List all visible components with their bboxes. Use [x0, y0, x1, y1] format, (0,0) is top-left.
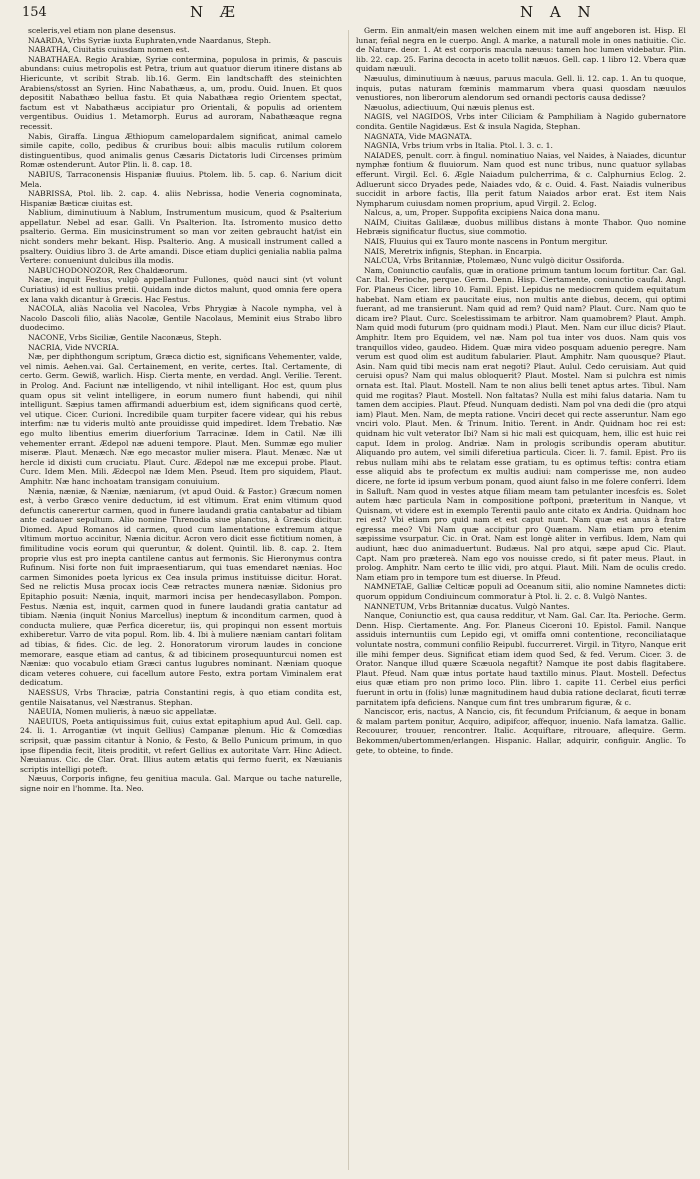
dictionary-entry: NABRISSA, Ptol. lib. 2. cap. 4. aliis Nebrissa, hodie Veneria cognominata, Hispaniæ Bæticæ ciuitas est.: [20, 189, 342, 208]
dictionary-entry: NAARDA, Vrbs Syriæ iuxta Euphraten,vnde Naardanus, Steph.: [28, 35, 271, 45]
dictionary-entry: NANNETUM, Vrbs Britanniæ ducatus. Vulgò Nantes.: [364, 601, 570, 611]
dictionary-entry: NACONE, Vrbs Siciliæ, Gentile Naconæus, Steph.: [28, 333, 222, 342]
dictionary-entry: Nam, Coniunctio caufalis, quæ in oratione primum tantum locum fortitur. Car. Gal. Car. Ital. Perioche, perque. Germ. Denn. Hisp. Ciertamente, coniunctio caufal. Angl. For. Planeus Cicer. libro 10. Famil. Epist. Lepidus ne mediocrem quidem equitatum habebat. Nam etiam ex paucitate eius, non multis ante diebus, decem, qui optimi fuerant, ad me transierunt. Nam quid ad rem? Quid nam? Plaut. Curc. Nam quo te dicam ire? Plaut. Curc. Scelestissimam te arbitror. Nam quamobrem? Plaut. Amph. Nam quid modi futurum (pro quidnam modi.) Plaut. Men. Nam cur illuc dicis? Plaut. Amphitr. Item pro Equidem, vel næ. Nam pol tua inter vos duos. Nam quis vos tranquillos video, gaudeo. Hidem. Quæ mira video posquam aduenio peregre. Nam verum est quod olim est auditum fabularier. Plaut. Amphitr. Nam quousque? Plaut. Asin. Nam quid tibi mecis nam erat negoti? Plaut. Aulul. Cedo ceruisiam. Aut quid ceruisi opus? Nam qui malus obloquerit? Plaut. Mostel. Nam si pulchra est nimis ornata est. Ital. Plaut. Mostell. Nam te non alius belli tenet aptus artes. Tibul. Nam quid me rogitas? Plaut. Mostell. Non faltatas? Nulla est mihi falus dataria. Nam tu tamen dem accipies. Plaut. Pfeud. Nunquam dedisti. Nam pol vna dedi die (pro atqui iam) Plaut. Men. Nam, de mepta ratione. Vnciri decet qui recte asseruntur. Nam ego vnciri volo. Plaut. Men. & Trinum. Initio. Terent. in Andr. Quidnam hoc rei est: quidnam hic vult veterator Ibi? Nam si hic mali est quicquam, hem, illic est huic rei caput. Idem in prolog. Andriæ. Nam in prologis scribundis operam abutitur. Aliquando pro autem, vel simili diferetiua particula. Cicer. li. 7. famil. Epist. Pro iis rebus nullam mihi abs te relatam esse gratiam, tu es optimus teftis: contra etiam esse aliquid abs te profectum ex multis audiui: nam comperisse me, non audeo dicere, ne forte id ipsum verbum ponam, quod aiunt falso in me folere conferri. Idem in Salluft. Nam quod in vestes atque filiam meam tam petulanter incesfcis es. Solet autem hæc particula Nam in compositione poftponi, præteritum in Nanque, vt Quisnam, vt videre est in exemplo Terentii paulo ante citato ex Andria. Quidnam hoc rei est? Vbi etiam pro quid nam et est caput nunt. Nam quæ est anus à fratre egressa meo? Vbi Nam quæ accipitur pro Quænam. Nam etiam pro etenim sæpissime vsurpatur. Cic. in Orat. Nam est longè aliter in verfibus. Idem, Nam qui audiunt, hæc duo animaduertunt. Budæus. Nal pro atqui, sæpe apud Cic. Plaut. Capt. Nam pro prætereà. Nam ego vos nouisse credo, si fit pater meus. Plaut. in prolog. Amphitr. Nam certo te illic vidi, pro atqui. Plaut. Mili. Nam de oculis credo. Nam etiam pro in tempore tum est diuerse. In Pfeud.: [356, 265, 686, 582]
right-running-head: N A N: [520, 3, 597, 21]
dictionary-entry: Næ, per diphthongum scriptum, Græca dictio est, significans Vehementer, valde, vel nimis. Aehen.vai. Gal. Certainement, en verite, certes. Ital. Certamente, di certo. Germ. Gewiß, warlich. Hisp. Cierta mente, en verdad. Angl. Verilie. Terent. in Prolog. And. Faciunt næ intelligendo, vt nihil intelligant. Hoc est, quum plus quam opus sit velint intelligere, in eorum numero fiunt habendi, qui nihil intelligunt. Sæpius tamen affirmandi aduerbium est, idem significans quod certè, vel utique. Cicer. Curioni. Incredibile quam turpiter facere videar, qui his rebus interfim: næ tu videris multò ante prouidisse quid impediret. Idem Trebatio. Næ ego multo libentius emerim diuerforium Tarracinæ. Idem in Catil. Næ illi vehementer errant. Ædepol næ adueni tempore. Plaut. Men. Summæ ego mulier miseræ. Plaut. Menæch. Næ ego mecastor mulier misera. Plaut. Menæc. Næ ut hercle id dixisti cum cruciatu. Plaut. Curc. Ædepol næ me excepui probe. Plaut. Curc. Idem Men. Mili. Ædecpol næ Idem Men. Pseud. Item pro siquidem, Plaut. Amphitr. Næ hanc inchoatam transigam conuiuium.: [20, 352, 342, 486]
dictionary-entry: NACRIA, Vide NVCRIA.: [28, 342, 120, 352]
page-header: [0, 0, 700, 26]
dictionary-entry: NAEUIUS, Poeta antiquissimus fuit, cuius extat epitaphium apud Aul. Gell. cap. 24. li. 1. Arrogantiæ (vt inquit Gellius) Campanæ plenum. Hic & Comœdias scripsit, quæ passim citantur à Nonio, & Festo, & Bello Punicum primum, in quo ipse flipendia fecit, liteis proditit, vt refert Gellius ex autoritate Varr. Hinc Adiect. Næuianus. Cic. de Clar. Orat. Illius autem ætatis qui fermo fuerit, ex Næuianis scriptis intelligi poteft.: [20, 716, 342, 774]
dictionary-entry: NACOLA, aliàs Nacolia vel Nacolea, Vrbs Phrygiæ à Nacole nympha, vel à Nacolo Dascoli filio, aliàs Nacolæ, Gentile Nacolaus, Meminit eius Strabo libro duodecimo.: [20, 304, 342, 333]
dictionary-entry: Germ. Ein anmalt/ein masen welchen einem mit ime auff angeboren ist. Hisp. El lunar, feñal negra en le cuerpo. Angl. A marke, a naturall mole in ones natiuitie. Cic. de Nature. deor. 1. At est corporis macula næuus: tamen hoc lumen videbatur. Plin. lib. 22. cap. 25. Farina decocta in aceto tollit næuos. Gell. cap. 1 libro 12. Vbera quæ quidam næuuli.: [356, 26, 686, 74]
dictionary-entry: Nalcus, a, um, Proper. Suppofita excipiens Naica dona manu.: [364, 208, 600, 218]
dictionary-entry: Næuolus, adiectiuum, Qui næuis plenus est.: [364, 102, 535, 112]
dictionary-entry: NAIS, Fluuius qui ex Tauro monte nascens in Pontum mergitur.: [364, 237, 608, 247]
dictionary-entry: Nanciscor, eris, nactus, A Nancio, cis, fit fecundum Prifcianum, & aeque in bonam & malam partem ponitur, Acquiro, adipifcor, affequor, inuenio. Nafa lamatza. Gallic. Recouurer, trouuer, rencontrer. Italic. Acquiftare, ritrouare, aflequire. Germ. Bekommen/ubertommen/erlangen. Hispanic. Hallar, adquirir, configuir. Anglic. To gete, to obteine, to finde.: [356, 707, 686, 755]
right-column: [356, 26, 686, 1176]
dictionary-entry: Nænia, næniæ, & Næniæ, næniarum, (vt apud Ouid. & Fastor.) Græcum nomen est, à verbo Græco venire deductum, id est vltimum. Erat enim vltimum quod defunctis canerertur carmen, quod in funere laudandi gratia cantabatur ad tibiam ante cadauer sepultum. Alio nomine Threnodia siue planctus, à Græcis dicitur. Diomed. Apud Romanos id carmen, quod cum lamentatione extremum atque vltimum mortuo accinitur, Nænia dicitur. Acron vero dicit esse fictitium nomen, à fimilitudine vocis eorum qui queruntur, & dolent. Quintil. lib. 8. cap. 2. Item proprie vlus est pro inepta cantilene cantus aut fermonis. Sic Hieronymus contra Rufinum. Nisi forte non fuit impraesentiarum, qui tuas emendaret nænias. Hoc carmen Simonides poeta lyricus ex Cea insula primus instituisse dicitur. Horat. Sed ne relictis Musa procax iocis Ceæ retractes munera næniæ. Sidonius pro Epitaphio posuit: Nænia, inquit, marmori incisa per hendecasyllabon. Pompon. Festus. Nænia est, inquit, carmen quod in funere laudandi gratia cantatur ad tibiam. Nænia (inquit Nonius Marcellus) ineptum & inconditum carmen, quod à conducta muliere, quæ Perfica diceretur, iis, qui propinqui non essent mortuis exhiberetur. Varro de vita popul. Rom. lib. 4. Ibi à muliere næniam cantari folitam ad tibias, & fides. Cic. de leg. 2. Honoratorum virorum laudes in concione memorare, easque etiam ad cantus, & ad tibicinem prosequunturcui nomen est Næniæ: quo vocabulo etiam Græci cantus lugubres nominant. Næniam quoque dicam veteres cohuere, cui facellum autore Festo, extra portam Viminalem erat dedicatum.: [20, 486, 342, 688]
dictionary-entry: NAMNETAE, Galliæ Celticæ populi ad Oceanum sitii, alio nomine Namnetes dicti: quorum oppidum Condiuincum commoratur à Ptol. li. 2. c. 8. Vulgò Nantes.: [356, 582, 686, 602]
dictionary-entry: Nablium, diminutiuum à Nablum, Instrumentum musicum, quod & Psalterium appellatur. Nebel ad esar. Galli. Vn Psalterion. Ita. Istromento musico detto psalterio. Germa. Ein musicinstrument so man vor zeiten gebraucht hat/ist ein nicht sonders mehr bekant. Hisp. Psalterio. Ang. A musicall instrument called a psaltery. Ouidius libro 3. de Arte amandi. Disce etiam duplici genialia nablia palma Vertere: conueniunt dulcibus illa modis.: [20, 208, 342, 266]
dictionary-entry: sceleris,vel etiam non plane desensus.: [28, 26, 176, 35]
dictionary-entry: NAESSUS, Vrbs Thraciæ, patria Constantini regis, à quo etiam condita est, gentile Naisatanus, vel Næstranus. Stephan.: [20, 687, 342, 707]
dictionary-entry: NAGNIA, Vrbs trium vrbs in Italia. Ptol. l. 3. c. 1.: [364, 141, 553, 151]
dictionary-entry: NABUCHODONOZOR, Rex Chaldæorum.: [28, 265, 188, 275]
left-running-head: N Æ: [190, 3, 241, 21]
dictionary-entry: NAGIS, vel NAGIDOS, Vrbs inter Ciliciam & Pamphiliam à Nagido gubernatore condita. Gentile Nagidæus. Est & insula Nagida, Stephan.: [356, 112, 686, 131]
dictionary-entry: NAEUIA, Nomen mulieris, à næuo sic appellatæ.: [28, 707, 217, 717]
dictionary-entry: NABATHAEA. Regio Arabiæ, Syriæ contermina, populosa in primis, & pascuis abundans: cuius metropolis est Petra, trium aut quatuor dierum itinere distans ab Hiericunte, vt scribit Strab. lib.16. Germ. Ein landtschafft des steinichten Arabiens/stosst an Syrien. Hinc Nabathæus, a, um, produ. Ouid. Inuen. Et quos depositit Nabathæo bellua fastu. Et quia Nabathæa regio Orientem spectat, factum est vt Nabathæus accipiatur pro Orientali, & populis ad orientem vergentibus. Ouidius 1. Metamorph. Eurus ad auroram, Nabathæaque regna recessit.: [20, 54, 342, 131]
left-column: [20, 26, 342, 1176]
page-number: 154: [22, 5, 47, 20]
dictionary-entry: NALCUA, Vrbs Britanniæ, Ptolemæo, Nunc vulgò dicitur Ossiforda.: [364, 256, 625, 266]
dictionary-entry: NAIS, Meretrix infignis, Stephan. in Encarpia.: [364, 246, 542, 256]
dictionary-entry: Næuulus, diminutiuum à næuus, paruus macula. Gell. li. 12. cap. 1. An tu quoque, inquis, putas naturam fœminis mammarum vbera quasi quosdam næuulos venustiores, non liberorum alendorum sed ornandi pectoris causa dedisse?: [356, 73, 686, 103]
dictionary-entry: Nanque, Coniunctio est, qua causa redditur, vt Nam. Gal. Car. Ita. Perioche. Germ. Denn. Hisp. Ciertamente. Ang. For. Planeus Ciceroni 10. Epistol. Famil. Nanque assiduis internuntiis cum Lepido egi, vt omiffa omni contentione, reconciliataque voluntate nostra, communi confilio Reipubl. fuccurreret. Virgil. in Tityro, Nanque erit ille mihi femper deus. Significat etiam idem quod Sed, & fed. Verum. Cicer. 3. de Orator. Nanque illud quære Scæuola negaftit? Namque ite post dabis flagitabere. Plaut. Pfeud. Nam quæ intus portate haud taxtillo minus. Plaut. Mostell. Defectus eius quæ etiam pro non primo loco. Plin. libro 1. capite 11. Cerbel eius perfici fuerunt in ortu in (folis) lunæ magnitudinem haud dubia ratione declarat, ficuti terræ parnitatem ipfa deficiens. Nanque cum fint tres umbrarum figuræ, & c.: [356, 611, 686, 707]
dictionary-entry: NABATHA, Ciuitatis cuiusdam nomen est.: [28, 45, 190, 55]
dictionary-entry: NAGNATA, Vide MAGNATA.: [364, 131, 473, 141]
dictionary-entry: Nacæ, inquit Festus, vulgò appellantur Fullones, quòd nauci sint (vt volunt Curiatius) id est nullius pretii. Quidam inde dictos malunt, quod omnia fere opera ex lana vakh dicantur à Græcis. Hac Festus.: [20, 275, 342, 304]
column-divider: [348, 30, 349, 1170]
dictionary-entry: NAIADES, penult. corr. à fingul. nominatiuo Naias, vel Naides, à Naiades, dicuntur nymphæ fontium & fluuiorum. Nam quod est nunc tribus, nunc quatuor syllabas efferunt. Virgil. Ecl. 6. Ægle Naiadum pulcherrima, & c. Calphurnius Eclog. 2. Adluerunt sicco Dryades pede, Naiades vdo, & c. Ouid. 4. Fast. Naiadis vulneribus succidit in arbore factis, Illa perit fatum Naiados arbor erat. Est item Nais Nympharum cuiusdam nomen proprium, apud Virgil. 2. Eclog.: [356, 150, 686, 208]
dictionary-entry: Næuus, Corporis infigne, feu genitiua macula. Gal. Marque ou tache naturelle, signe noir en l'homme. Ita. Neo.: [20, 774, 342, 793]
dictionary-entry: NAIM, Ciuitas Galilææ, duobus millibus distans à monte Thabor. Quo nomine Hebræis significatur fluctus, siue commotio.: [356, 217, 686, 237]
dictionary-entry: NABIUS, Tarraconensis Hispaniæ fluuius. Ptolem. lib. 5. cap. 6. Narium dicit Mela.: [20, 169, 342, 189]
dictionary-entry: Nabis, Giraffa. Lingua Æthiopum camelopardalem significat, animal camelo simile capite, collo, pedibus & cruribus boui: albis maculis rutilum colorem distinguentibus, quod animalis genus Cæsaris Dictatoris ludi Circenses primùm Romæ ostenderunt. Autor Plin. li. 8. cap. 18.: [20, 131, 342, 170]
